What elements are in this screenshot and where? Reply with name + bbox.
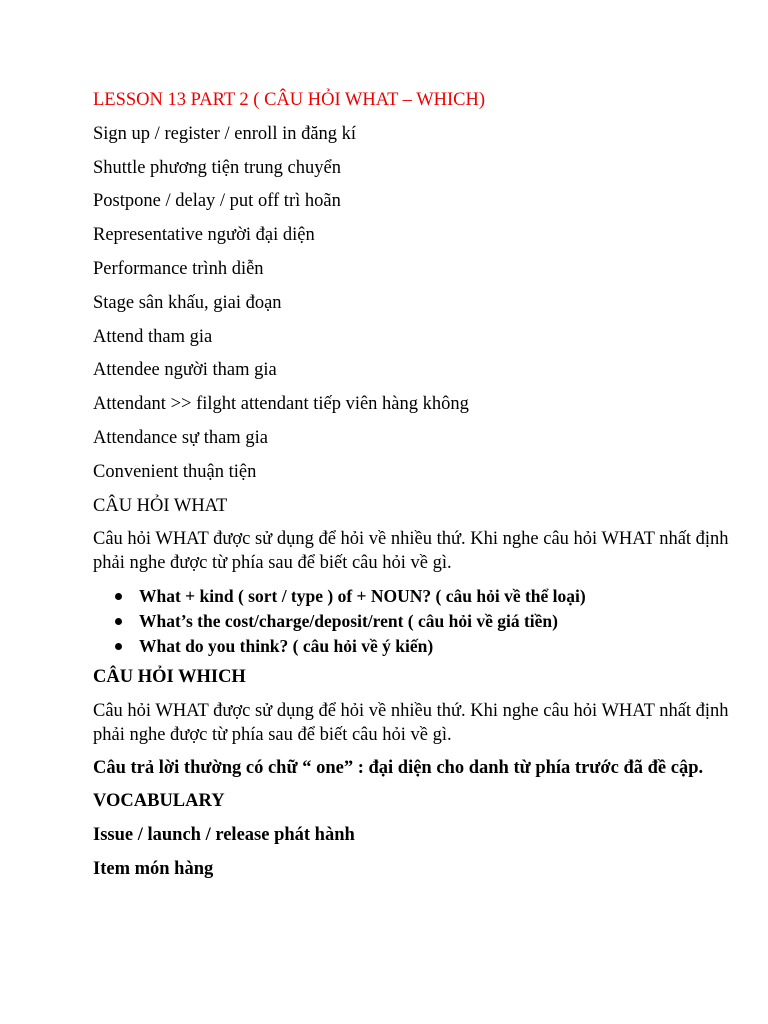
- what-heading: CÂU HỎI WHAT: [93, 495, 228, 516]
- which-paragraph: Câu hỏi WHAT được sử dụng để hỏi về nhiều thứ. Khi nghe câu hỏi WHAT nhất định phải nghe được từ phía sau để biết câu hỏi về gì.: [93, 701, 729, 746]
- vocab-line: Convenient thuận tiện: [93, 461, 257, 482]
- vocab-line: Attendant >> filght attendant tiếp viên hàng không: [93, 394, 469, 415]
- vocab-line: Performance trình diễn: [93, 258, 264, 279]
- vocab-line: Attendee người tham gia: [93, 360, 277, 381]
- vocab-line: Shuttle phương tiện trung chuyển: [93, 157, 341, 178]
- which-note: Câu trả lời thường có chữ “ one” : đại diện cho danh từ phía trước đã đề cập.: [93, 758, 704, 779]
- bullet-dot-icon: [115, 618, 122, 625]
- bullet-dot-icon: [115, 593, 122, 600]
- which-heading: CÂU HỎI WHICH: [93, 667, 246, 688]
- what-paragraph: Câu hỏi WHAT được sử dụng để hỏi về nhiều thứ. Khi nghe câu hỏi WHAT nhất định phải nghe được từ phía sau để biết câu hỏi về gì.: [93, 529, 729, 574]
- bullet-text: What’s the cost/charge/deposit/rent ( câu hỏi về giá tiền): [139, 611, 558, 632]
- vocab-line: Attendance sự tham gia: [93, 427, 268, 448]
- bullet-dot-icon: [115, 643, 122, 650]
- what-bullet-list: [93, 584, 733, 659]
- vocab-list: [93, 122, 733, 484]
- bullet-item: [115, 609, 733, 634]
- vocabulary-heading: VOCABULARY: [93, 791, 225, 812]
- bullet-text: What do you think? ( câu hỏi về ý kiến): [139, 636, 434, 657]
- vocab-line: Attend tham gia: [93, 326, 213, 347]
- vocabulary-line: Item món hàng: [93, 859, 214, 880]
- vocab-line: Postpone / delay / put off trì hoãn: [93, 191, 341, 212]
- document-page: [93, 88, 733, 891]
- vocab-line: Sign up / register / enroll in đăng kí: [93, 123, 357, 144]
- vocab-line: Stage sân khấu, giai đoạn: [93, 292, 282, 313]
- vocabulary-line: Issue / launch / release phát hành: [93, 825, 355, 846]
- bullet-item: [115, 634, 733, 659]
- lesson-title: LESSON 13 PART 2 ( CÂU HỎI WHAT – WHICH): [93, 90, 486, 110]
- bullet-item: [115, 584, 733, 609]
- bullet-text: What + kind ( sort / type ) of + NOUN? ( câu hỏi về thể loại): [139, 586, 586, 607]
- vocab-line: Representative người đại diện: [93, 225, 315, 246]
